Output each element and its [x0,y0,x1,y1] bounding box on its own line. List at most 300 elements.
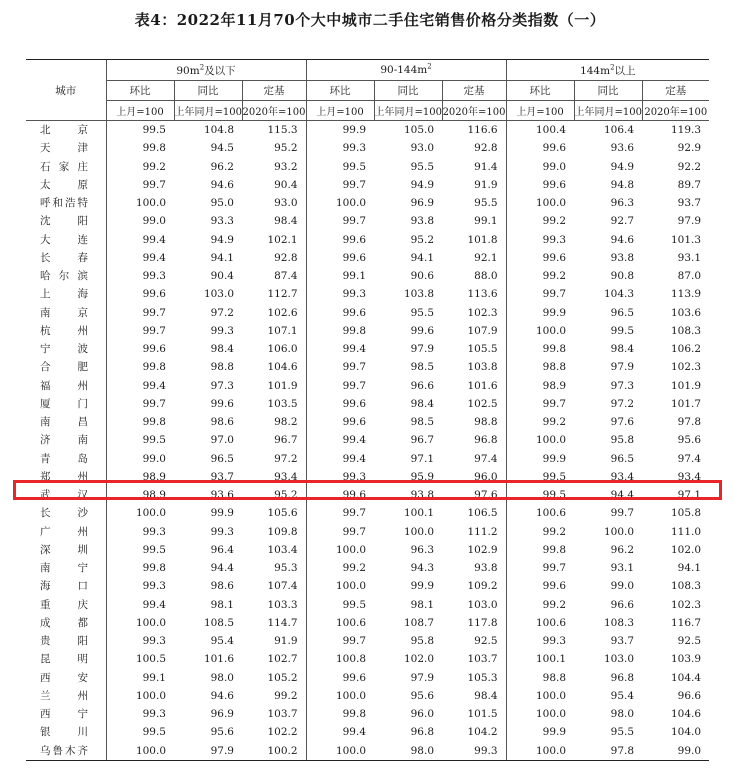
table-row [26,687,709,705]
value-cell: 100.0 [506,194,574,212]
value-cell: 96.7 [410,434,435,447]
value-cell: 98.4 [474,689,498,702]
value-cell: 111.2 [467,525,498,538]
value-cell: 93.7 [210,470,234,483]
value-cell: 90.4 [210,270,234,282]
value-cell: 94.8 [610,178,635,191]
value-cell: 99.6 [506,577,574,595]
value-cell: 119.3 [670,124,702,136]
value-cell: 94.9 [410,178,435,191]
table-row [26,486,709,504]
city-cell [26,577,106,595]
value-cell: 95.0 [210,197,234,209]
value-cell: 94.6 [210,178,234,191]
city-cell [26,139,106,157]
value-cell: 100.0 [306,194,374,212]
value-cell: 93.8 [610,251,635,264]
city-cell [26,523,106,541]
base-header: 2020年=100 [242,101,306,121]
value-cell: 93.0 [274,197,298,209]
value-cell: 105.0 [403,124,435,136]
value-cell: 100.5 [106,650,174,668]
value-cell: 99.3 [210,324,234,337]
value-cell: 90.8 [610,270,635,282]
value-cell: 96.6 [677,689,702,702]
value-cell: 98.9 [506,377,574,395]
value-cell: 94.1 [410,251,435,264]
value-cell: 116.7 [670,616,702,629]
sub-header: 定基 [242,81,306,101]
city-cell [26,249,106,267]
value-cell: 99.7 [106,395,174,413]
group-header-text: 以上 [614,64,636,77]
value-cell: 99.2 [506,413,574,431]
value-cell: 92.2 [677,160,702,173]
table-row [26,139,709,157]
city-name: 长沙 [40,507,88,520]
value-cell: 96.2 [610,543,635,556]
value-cell: 100.6 [506,614,574,632]
value-cell: 95.4 [610,689,635,702]
value-cell: 99.7 [306,377,374,395]
value-cell: 98.8 [210,361,234,374]
value-cell: 99.4 [306,431,374,449]
value-cell: 98.5 [410,416,435,428]
value-cell: 105.5 [467,343,498,355]
value-cell: 96.6 [610,598,635,611]
city-cell [26,742,106,761]
value-cell: 91.9 [274,635,298,647]
value-cell: 100.0 [603,525,635,538]
value-cell: 104.2 [467,726,498,739]
value-cell: 99.6 [306,249,374,267]
value-cell: 100.2 [242,742,306,761]
value-cell: 97.8 [574,742,642,761]
city-cell [26,285,106,303]
table-row [26,377,709,395]
sub-header: 同比 [374,81,442,101]
value-cell: 99.7 [506,395,574,413]
city-cell [26,176,106,194]
value-cell: 104.6 [670,708,702,720]
value-cell: 103.5 [267,397,298,410]
value-cell: 102.2 [267,726,298,739]
value-cell: 96.4 [210,543,234,556]
group-header-text: 90-144m [380,64,428,76]
value-cell: 102.1 [267,233,298,246]
value-cell: 99.1 [474,215,498,228]
value-cell: 101.5 [467,708,498,720]
value-cell: 94.6 [610,233,635,246]
base-header: 2020年=100 [642,101,709,121]
city-cell [26,194,106,212]
value-cell: 106.0 [267,343,298,355]
value-cell: 96.0 [474,470,498,483]
value-cell: 93.8 [410,489,435,501]
city-name: 重庆 [40,598,88,611]
group-header-sup: 2 [610,63,615,71]
value-cell: 99.3 [506,632,574,650]
value-cell: 96.8 [474,434,498,447]
city-cell [26,377,106,395]
table-row [26,304,709,322]
city-name: 石家庄 [40,160,88,173]
value-cell: 100.4 [506,121,574,140]
value-cell: 99.6 [306,413,374,431]
value-cell: 102.0 [403,653,435,666]
table-title: 表4：2022年11月70个大中城市二手住宅销售价格分类指数（一） [134,11,606,29]
value-cell: 105.8 [670,507,702,520]
city-cell [26,322,106,340]
group-header-sup: 2 [199,63,205,71]
value-cell: 105.2 [267,671,298,684]
value-cell: 96.0 [410,708,435,720]
value-cell: 101.6 [467,379,498,392]
value-cell: 99.7 [506,559,574,577]
city-cell [26,431,106,449]
value-cell: 99.9 [306,121,374,140]
city-cell [26,504,106,522]
value-cell: 92.8 [274,251,298,264]
city-cell [26,468,106,486]
value-cell: 93.4 [677,470,702,483]
value-cell: 99.4 [306,450,374,468]
city-name: 上海 [40,288,88,301]
value-cell: 108.3 [670,324,702,337]
city-name: 武汉 [40,489,88,501]
value-cell: 94.1 [677,562,702,574]
city-cell [26,212,106,230]
value-cell: 97.2 [610,397,635,410]
value-cell: 97.2 [274,452,298,465]
value-cell: 99.5 [106,541,174,559]
value-cell: 104.3 [603,288,635,301]
table-row [26,322,709,340]
value-cell: 98.1 [210,598,234,611]
group-header-text: 90m [176,64,200,77]
value-cell: 105.6 [267,507,298,520]
city-name: 海口 [40,580,88,593]
group-header-sup: 2 [427,62,432,71]
value-cell: 97.3 [610,379,635,392]
value-cell: 98.1 [410,598,435,611]
table-row [26,121,709,140]
value-cell: 99.3 [306,468,374,486]
value-cell: 99.6 [506,139,574,157]
group-header-text: 及以下 [204,64,236,77]
city-cell [26,304,106,322]
value-cell: 109.8 [267,525,298,538]
table-row [26,523,709,541]
value-cell: 99.5 [106,431,174,449]
value-cell: 92.5 [474,635,498,647]
value-cell: 100.0 [306,541,374,559]
city-name: 北京 [40,124,88,136]
value-cell: 98.6 [210,416,234,428]
city-cell [26,231,106,249]
value-cell: 99.6 [306,395,374,413]
value-cell: 107.4 [267,580,298,593]
value-cell: 93.6 [210,489,234,501]
value-cell: 99.4 [106,231,174,249]
table-row [26,194,709,212]
base-header: 上年同月=100 [174,101,242,121]
value-cell: 95.6 [210,726,234,739]
value-cell: 102.3 [670,361,702,374]
table-row [26,559,709,577]
value-cell: 99.7 [306,523,374,541]
value-cell: 99.3 [106,705,174,723]
city-cell [26,267,106,285]
table-row [26,669,709,687]
value-cell: 93.1 [677,251,702,264]
city-cell [26,395,106,413]
value-cell: 90.4 [274,178,298,191]
sub-header: 定基 [642,81,709,101]
city-cell [26,450,106,468]
value-cell: 94.9 [610,160,635,173]
value-cell: 102.3 [467,306,498,319]
value-cell: 106.4 [603,124,635,136]
city-name: 郑州 [40,470,88,483]
value-cell: 100.8 [306,650,374,668]
value-cell: 98.8 [506,358,574,376]
sub-header: 环比 [306,81,374,101]
value-cell: 99.8 [506,340,574,358]
value-cell: 99.5 [306,596,374,614]
value-cell: 99.6 [306,231,374,249]
table-row [26,632,709,650]
table-row [26,413,709,431]
value-cell: 93.4 [610,470,635,483]
city-cell [26,687,106,705]
value-cell: 99.6 [306,669,374,687]
value-cell: 91.9 [474,178,498,191]
value-cell: 97.9 [174,742,242,761]
value-cell: 115.3 [267,124,298,136]
value-cell: 99.4 [106,249,174,267]
value-cell: 99.3 [210,525,234,538]
value-cell: 98.0 [610,708,635,720]
value-cell: 98.4 [410,397,435,410]
value-cell: 105.3 [467,671,498,684]
city-cell [26,650,106,668]
group-header-text: 144m [580,64,611,77]
value-cell: 106.5 [467,507,498,520]
value-cell: 101.7 [670,397,702,410]
value-cell: 99.7 [106,176,174,194]
table-row [26,267,709,285]
city-cell [26,632,106,650]
value-cell: 99.2 [106,158,174,176]
value-cell: 99.0 [610,580,635,593]
value-cell: 93.7 [610,635,635,647]
base-header: 上月=100 [306,101,374,121]
value-cell: 98.4 [274,215,298,228]
value-cell: 100.0 [506,742,574,761]
value-cell: 103.9 [670,653,702,666]
value-cell: 93.1 [610,562,635,574]
value-cell: 99.0 [106,212,174,230]
value-cell: 99.2 [506,267,574,285]
base-header: 上年同月=100 [374,101,442,121]
value-cell: 99.2 [506,523,574,541]
value-cell: 99.5 [106,723,174,741]
city-cell [26,121,106,140]
city-name: 济南 [40,434,88,447]
value-cell: 101.9 [670,379,702,392]
value-cell: 100.1 [403,507,435,520]
value-cell: 99.3 [442,742,506,761]
value-cell: 95.5 [410,160,435,173]
value-cell: 112.7 [267,288,298,301]
value-cell: 98.2 [274,416,298,428]
value-cell: 104.6 [267,361,298,374]
table-row [26,468,709,486]
value-cell: 92.5 [677,635,702,647]
value-cell: 99.9 [506,304,574,322]
city-header: 城市 [26,60,106,121]
value-cell: 99.9 [506,450,574,468]
city-name: 青岛 [40,452,88,465]
city-name: 昆明 [40,653,88,666]
value-cell: 99.4 [106,596,174,614]
value-cell: 88.0 [474,270,498,282]
value-cell: 99.2 [274,689,298,702]
value-cell: 99.9 [410,580,435,593]
value-cell: 99.3 [106,577,174,595]
city-name: 银川 [40,726,88,739]
value-cell: 97.1 [677,489,702,501]
city-name: 天津 [40,142,88,155]
value-cell: 98.0 [374,742,442,761]
value-cell: 103.4 [267,543,298,556]
city-name: 广州 [40,525,88,538]
value-cell: 109.2 [467,580,498,593]
value-cell: 99.6 [506,249,574,267]
value-cell: 99.6 [106,285,174,303]
value-cell: 94.4 [610,489,635,501]
city-name: 西宁 [40,708,88,720]
value-cell: 102.3 [670,598,702,611]
value-cell: 99.4 [306,723,374,741]
city-name: 乌鲁木齐 [40,744,88,757]
city-name: 深圳 [40,543,88,556]
city-name: 长春 [40,251,88,264]
value-cell: 94.9 [210,233,234,246]
value-cell: 95.3 [274,562,298,574]
table-row [26,504,709,522]
value-cell: 96.3 [410,543,435,556]
value-cell: 91.4 [474,160,498,173]
city-name: 大连 [40,233,88,246]
value-cell: 98.0 [210,671,234,684]
value-cell: 99.9 [210,507,234,520]
sub-header: 环比 [506,81,574,101]
value-cell: 99.5 [106,121,174,140]
value-cell: 99.8 [106,139,174,157]
table-row [26,176,709,194]
value-cell: 95.2 [274,142,298,155]
value-cell: 102.6 [267,306,298,319]
value-cell: 96.5 [610,452,635,465]
value-cell: 92.8 [474,142,498,155]
value-cell: 108.3 [670,580,702,593]
value-cell: 94.4 [210,562,234,574]
sub-header: 同比 [174,81,242,101]
base-header: 上年同月=100 [574,101,642,121]
value-cell: 95.5 [474,197,498,209]
value-cell: 99.0 [106,450,174,468]
value-cell: 95.5 [610,726,635,739]
value-cell: 100.0 [403,525,435,538]
value-cell: 111.0 [670,525,702,538]
value-cell: 99.5 [506,468,574,486]
value-cell: 87.4 [274,270,298,282]
value-cell: 99.7 [306,358,374,376]
value-cell: 101.8 [467,233,498,246]
value-cell: 95.2 [410,233,435,246]
city-name: 杭州 [40,324,88,337]
value-cell: 95.6 [410,689,435,702]
value-cell: 100.0 [506,322,574,340]
value-cell: 94.6 [210,689,234,702]
value-cell: 99.7 [106,322,174,340]
city-cell [26,596,106,614]
city-cell [26,486,106,504]
value-cell: 100.0 [306,577,374,595]
base-header: 2020年=100 [442,101,506,121]
value-cell: 99.4 [306,340,374,358]
value-cell: 98.9 [106,486,174,504]
table-row [26,431,709,449]
value-cell: 94.1 [210,251,234,264]
value-cell: 99.7 [506,285,574,303]
table-body [26,121,709,761]
value-cell: 94.3 [410,562,435,574]
value-cell: 108.7 [403,616,435,629]
value-cell: 99.5 [506,486,574,504]
city-cell [26,614,106,632]
city-name: 成都 [40,616,88,629]
city-name: 贵阳 [40,635,88,647]
value-cell: 104.8 [203,124,234,136]
table-row [26,742,709,761]
base-header: 上月=100 [506,101,574,121]
city-name: 福州 [40,379,88,392]
value-cell: 99.7 [306,504,374,522]
table-row [26,340,709,358]
value-cell: 95.9 [410,470,435,483]
table-row [26,577,709,595]
group-header [506,60,709,81]
value-cell: 97.8 [677,416,702,428]
value-cell: 103.6 [670,306,702,319]
value-cell: 102.0 [670,543,702,556]
value-cell: 96.7 [274,434,298,447]
value-cell: 103.8 [403,288,435,301]
value-cell: 107.9 [467,324,498,337]
value-cell: 96.9 [210,708,234,720]
city-cell [26,559,106,577]
value-cell: 97.2 [210,306,234,319]
sub-header: 定基 [442,81,506,101]
value-cell: 100.6 [306,614,374,632]
table-row [26,231,709,249]
value-cell: 99.1 [106,669,174,687]
value-cell: 99.6 [210,397,234,410]
value-cell: 98.6 [210,580,234,593]
